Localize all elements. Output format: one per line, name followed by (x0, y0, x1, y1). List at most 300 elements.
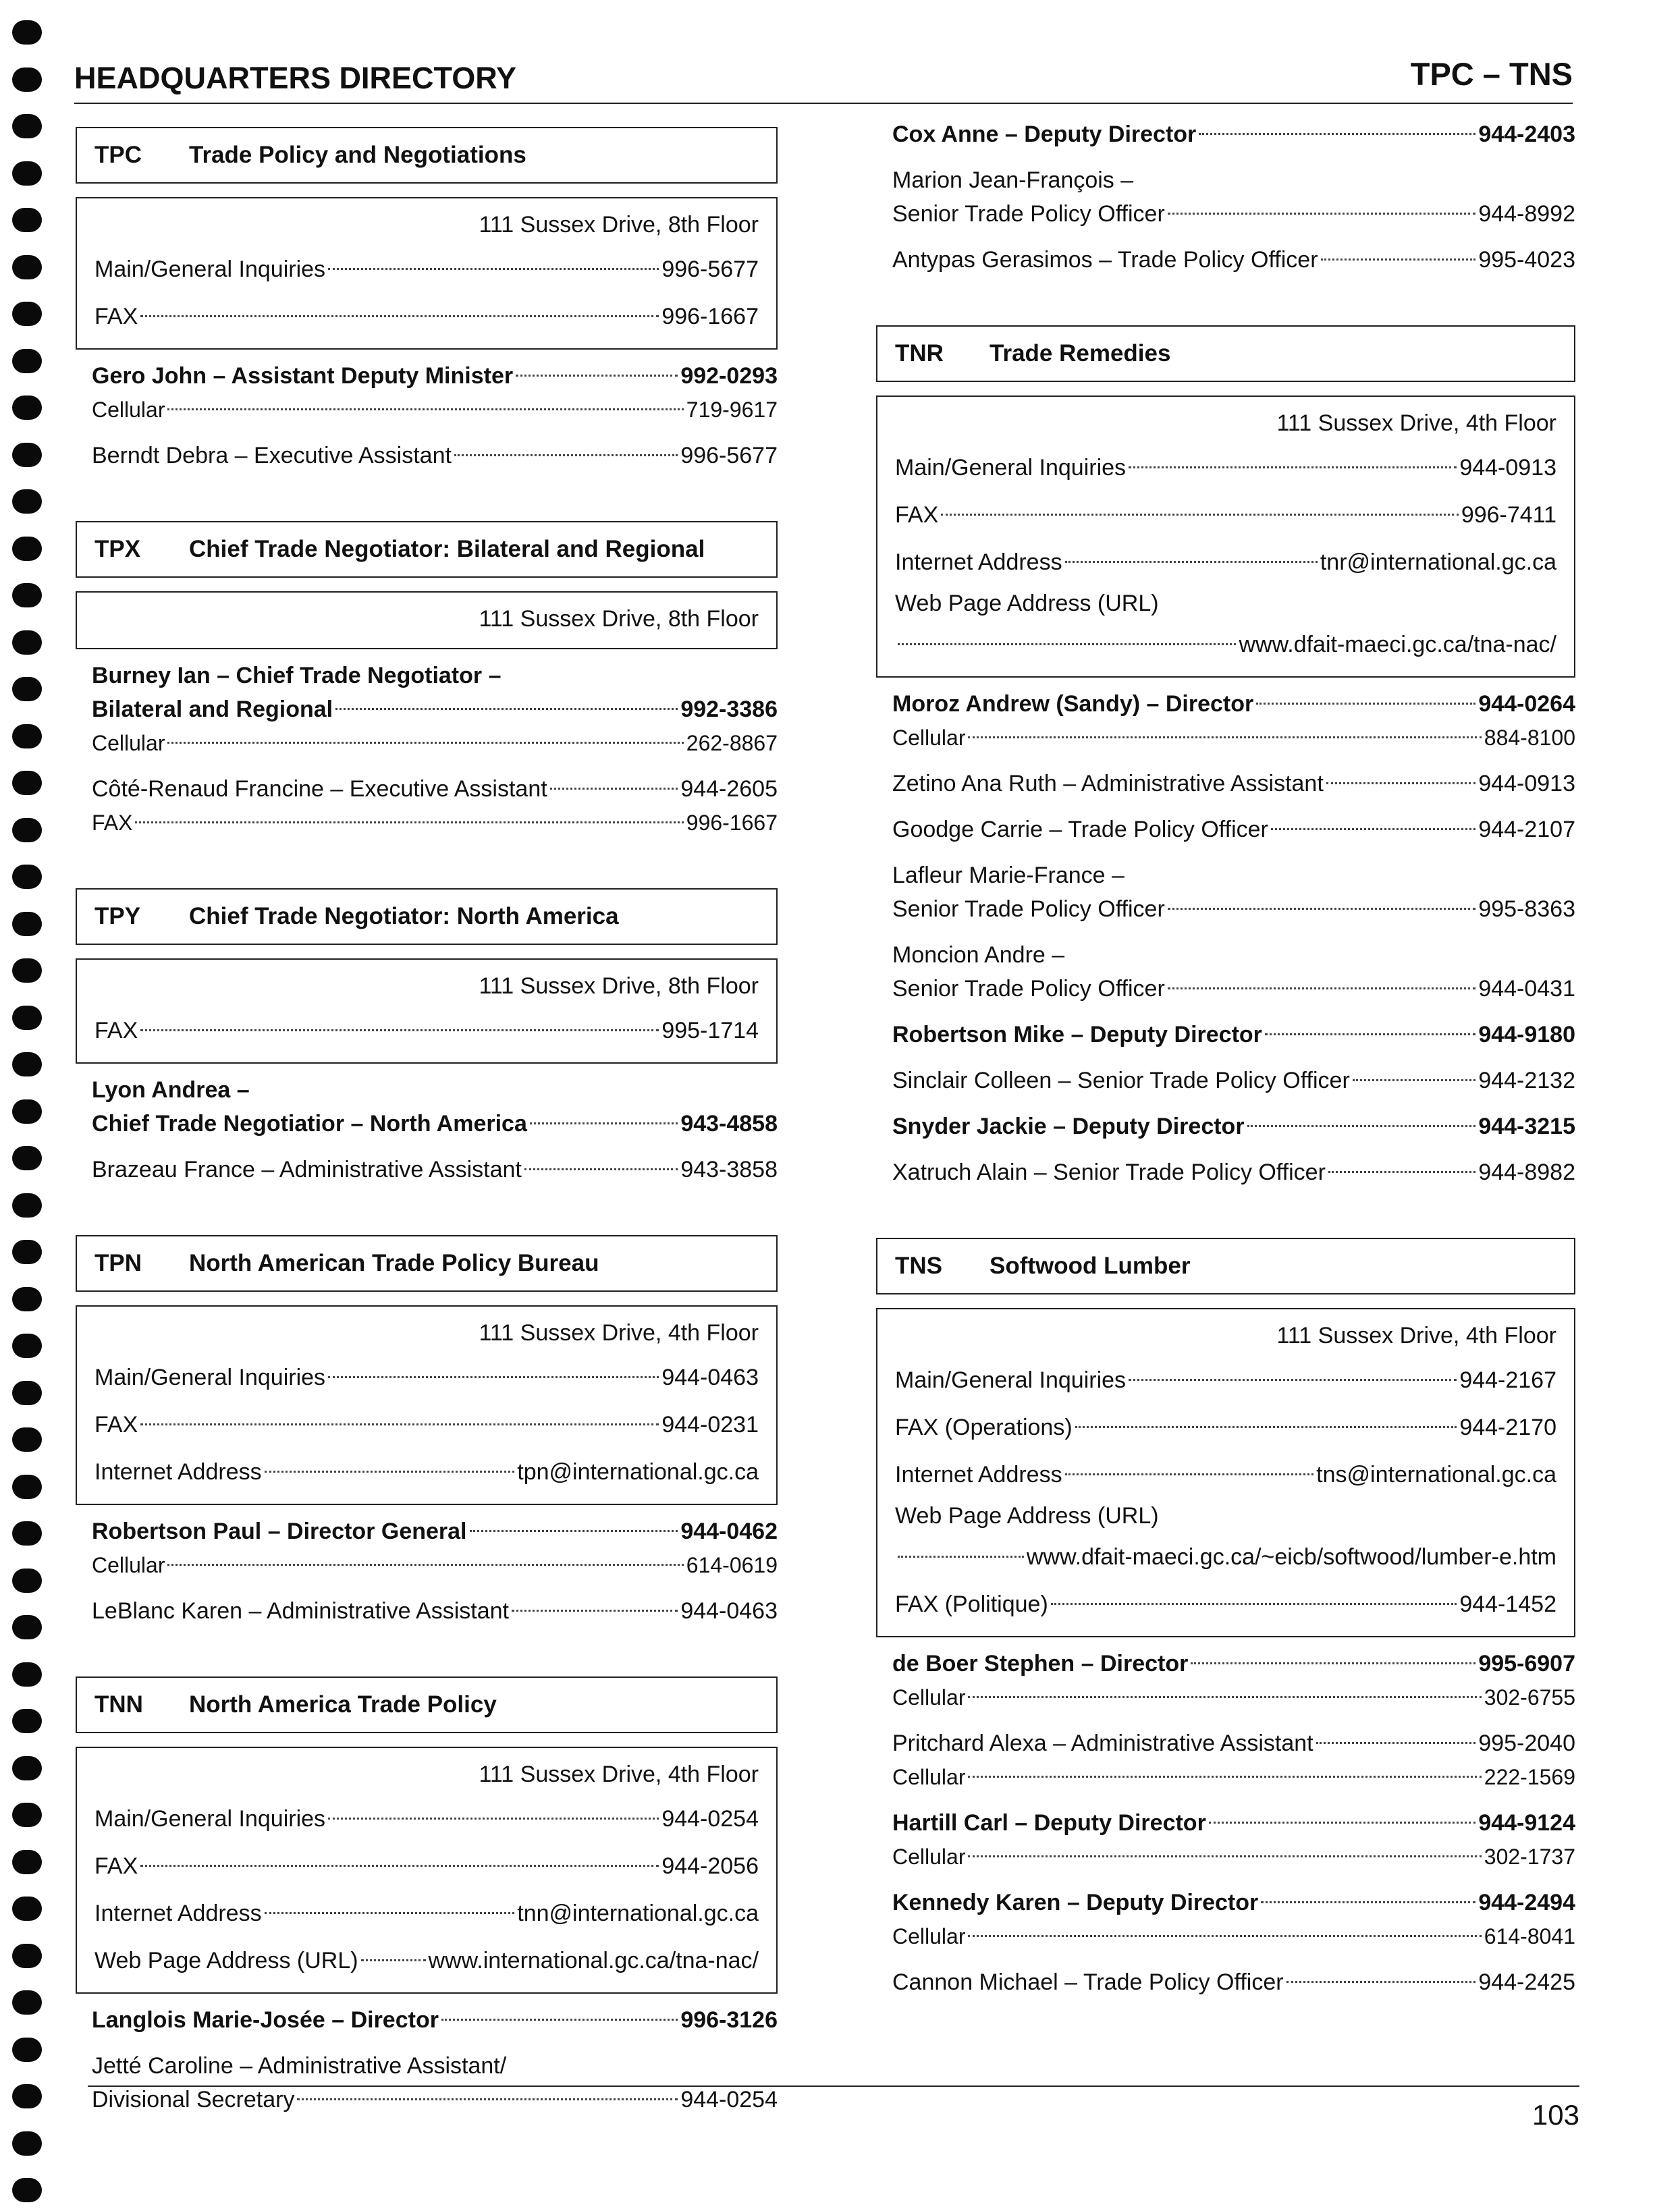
binder-hole (12, 958, 42, 983)
entry-phone-row (92, 2083, 778, 2117)
entry-cell-row-value: 884-8100 (1484, 726, 1575, 750)
info-row-value: tns@international.gc.ca (1316, 1462, 1556, 1488)
section-code: TPN (94, 1250, 142, 1276)
address: 111 Sussex Drive, 4th Floor (479, 1320, 759, 1346)
entry-phone-row-value: 944-2403 (1478, 121, 1575, 147)
entry-phone-row-label: Goodge Carrie – Trade Policy Officer (892, 817, 1268, 842)
entry-phone-row-value: 943-4858 (680, 1111, 778, 1137)
contact-box (876, 396, 1575, 678)
entry-cell-row (92, 726, 778, 760)
section-title: Chief Trade Negotiator: Bilateral and Regional (189, 536, 705, 562)
entry-phone-row (892, 197, 1575, 231)
continued-entries (876, 117, 1575, 277)
entry-cell-row-value: 996-1667 (686, 811, 778, 835)
info-row-value: 944-1452 (1459, 1591, 1556, 1617)
dot-leader (1065, 561, 1318, 563)
entry-cell-row-value: 614-0619 (686, 1553, 778, 1577)
directory-entry (892, 163, 1575, 231)
info-row-value: 944-0463 (661, 1365, 759, 1390)
directory-entry (892, 1110, 1575, 1143)
info-row (895, 491, 1556, 539)
entry-cell-row (892, 1840, 1575, 1874)
info-row (94, 1354, 759, 1401)
entry-phone-row-value: 995-8363 (1478, 896, 1575, 922)
section-code: TPY (94, 903, 141, 929)
dot-leader (265, 1912, 515, 1914)
directory-entry (92, 2003, 778, 2037)
directory-entry (892, 1965, 1575, 1999)
section-title: Softwood Lumber (990, 1253, 1191, 1279)
address: 111 Sussex Drive, 8th Floor (479, 606, 759, 632)
entry-phone-row-value: 944-0913 (1478, 771, 1575, 796)
dot-leader (968, 736, 1481, 738)
entry-cell-row-label: Cellular (92, 398, 165, 422)
entry-phone-row-value: 944-2425 (1478, 1969, 1575, 1995)
binder-hole (12, 489, 42, 514)
address: 111 Sussex Drive, 4th Floor (1276, 410, 1556, 436)
entry-phone-row-value: 944-0462 (680, 1519, 778, 1544)
info-row-label: FAX (Politique) (895, 1591, 1048, 1617)
directory-entry (892, 117, 1575, 151)
info-row-label: FAX (94, 304, 138, 329)
binder-hole (12, 1709, 42, 1733)
address: 111 Sussex Drive, 4th Floor (1276, 1323, 1556, 1348)
dot-leader (1321, 258, 1476, 261)
info-row-value: 944-0231 (661, 1412, 759, 1438)
entry-cell-row-value: 302-6755 (1484, 1685, 1575, 1710)
binder-hole (12, 114, 42, 138)
binder-hole (12, 1240, 42, 1264)
entry-phone-row-value: 995-4023 (1478, 247, 1575, 273)
dot-leader (1256, 703, 1475, 705)
entry-phone-row (892, 1155, 1575, 1189)
entry-name-line: Lafleur Marie-France – (892, 863, 1124, 888)
info-row-label: Main/General Inquiries (895, 1367, 1127, 1393)
right-column (876, 121, 1575, 2048)
dot-leader (524, 1168, 678, 1170)
staff-list (76, 359, 778, 472)
entry-phone-row-value: 995-2040 (1478, 1730, 1575, 1756)
dot-leader (550, 788, 678, 790)
directory-entry (892, 813, 1575, 846)
binder-hole (12, 1427, 42, 1452)
binder-hole (12, 2178, 42, 2202)
dot-leader (1075, 1426, 1457, 1428)
binder-hole (12, 771, 42, 795)
binder-hole (12, 20, 42, 45)
web-value: www.dfait-maeci.gc.ca/~eicb/softwood/lumber-e.htm (1026, 1544, 1556, 1570)
directory-entry (92, 1153, 778, 1187)
dot-leader (968, 1855, 1481, 1857)
directory-entry (892, 858, 1575, 926)
section-code: TPX (94, 536, 141, 562)
staff-list (876, 1647, 1575, 1999)
entry-phone-row (92, 1107, 778, 1141)
entry-name-line: Marion Jean-François – (892, 167, 1134, 193)
dot-leader (968, 1776, 1481, 1778)
entry-cell-row (92, 806, 778, 840)
binder-hole (12, 1897, 42, 1921)
entry-phone-row (892, 243, 1575, 277)
binder-holes (12, 20, 43, 2200)
binder-hole (12, 1052, 42, 1076)
binder-hole (12, 255, 42, 279)
dot-leader (1129, 466, 1457, 468)
binder-hole (12, 2131, 42, 2156)
info-row (94, 1890, 759, 1937)
info-row-value: 996-1667 (661, 304, 759, 329)
info-row-label: FAX (Operations) (895, 1415, 1073, 1440)
binder-hole (12, 1146, 42, 1170)
entry-cell-row-label: Cellular (892, 1765, 966, 1789)
staff-list (76, 659, 778, 840)
binder-hole (12, 912, 42, 936)
entry-phone-row-value: 944-9124 (1478, 1810, 1575, 1836)
info-row (94, 1843, 759, 1890)
entry-phone-row-label: Brazeau France – Administrative Assistant (92, 1157, 522, 1182)
dot-leader (135, 821, 683, 823)
dot-leader (1209, 1822, 1476, 1824)
info-row-label: Internet Address (895, 1462, 1062, 1488)
dot-leader (1129, 1379, 1457, 1381)
info-row-value: www.international.gc.ca/tna-nac/ (428, 1948, 759, 1973)
entry-phone-row-value: 944-0254 (680, 2087, 778, 2112)
info-row-label: FAX (94, 1412, 138, 1438)
entry-phone-row-value: 944-3215 (1478, 1114, 1575, 1139)
binder-hole (12, 1615, 42, 1639)
dot-leader (167, 1564, 683, 1566)
entry-phone-row-value: 944-2107 (1478, 817, 1575, 842)
web-address (895, 1498, 1556, 1581)
entry-phone-row-label: Pritchard Alexa – Administrative Assistant (892, 1730, 1313, 1756)
entry-cell-row-value: 614-8041 (1484, 1924, 1575, 1948)
entry-phone-row (892, 1726, 1575, 1760)
web-value-row (895, 1533, 1556, 1581)
entry-phone-row-label: Sinclair Colleen – Senior Trade Policy Officer (892, 1068, 1350, 1093)
binder-hole (12, 396, 42, 420)
entry-phone-row-label: Hartill Carl – Deputy Director (892, 1810, 1206, 1836)
section-header (876, 1238, 1575, 1294)
dot-leader (968, 1935, 1481, 1937)
dot-leader (167, 408, 683, 410)
code-range: TPC – TNS (1410, 56, 1573, 92)
info-row-value: 944-0254 (661, 1806, 759, 1832)
entry-phone-row (892, 1110, 1575, 1143)
entry-cell-row-label: Cellular (892, 1924, 966, 1948)
entry-phone-row-value: 943-3858 (680, 1157, 778, 1182)
dot-leader (1168, 987, 1476, 989)
dot-leader (1353, 1079, 1476, 1081)
binder-hole (12, 1006, 42, 1030)
entry-cell-row-label: Cellular (892, 726, 966, 750)
entry-phone-row-label: Cannon Michael – Trade Policy Officer (892, 1969, 1284, 1995)
binder-hole (12, 537, 42, 561)
entry-phone-row (92, 692, 778, 726)
binder-hole (12, 161, 42, 186)
web-label: Web Page Address (URL) (895, 1503, 1159, 1529)
page-header (74, 55, 1573, 104)
binder-hole (12, 1990, 42, 2015)
entry-phone-row-label: Chief Trade Negotiatior – North America (92, 1111, 527, 1137)
dot-leader (941, 514, 1459, 516)
section-tpc (76, 127, 778, 472)
info-row (895, 1357, 1556, 1404)
binder-hole (12, 1521, 42, 1546)
web-value: www.dfait-maeci.gc.ca/tna-nac/ (1239, 632, 1556, 657)
entry-phone-row-value: 995-6907 (1478, 1651, 1575, 1676)
dot-leader (1328, 1171, 1475, 1173)
dot-leader (441, 2019, 678, 2021)
binder-hole (12, 1803, 42, 1827)
info-row-label: Internet Address (895, 549, 1062, 575)
directory-entry (892, 1726, 1575, 1794)
dot-leader (1065, 1473, 1314, 1475)
address: 111 Sussex Drive, 4th Floor (479, 1762, 759, 1787)
entry-phone-row-label: Kennedy Karen – Deputy Director (892, 1890, 1259, 1915)
binder-hole (12, 1287, 42, 1311)
info-row-label: Main/General Inquiries (94, 256, 326, 282)
entry-phone-row (92, 1153, 778, 1187)
directory-entry (892, 243, 1575, 277)
entry-phone-row (92, 772, 778, 806)
info-row-value: 944-2167 (1459, 1367, 1556, 1393)
dot-leader (265, 1471, 515, 1473)
section-tpn (76, 1235, 778, 1628)
info-row (94, 293, 759, 340)
dot-leader (140, 1423, 659, 1425)
info-row (895, 539, 1556, 586)
dot-leader (140, 1865, 659, 1867)
entry-phone-row-label: Zetino Ana Ruth – Administrative Assistant (892, 771, 1324, 796)
info-row-value: 944-0913 (1459, 455, 1556, 481)
section-tpy (76, 888, 778, 1187)
directory-entry (892, 1155, 1575, 1189)
section-title: Trade Remedies (990, 340, 1171, 366)
dot-leader (140, 315, 659, 317)
entry-phone-row-value: 944-8992 (1478, 201, 1575, 227)
contact-box (876, 1308, 1575, 1637)
binder-hole (12, 1662, 42, 1687)
entry-name-line: Jetté Caroline – Administrative Assistant/ (92, 2053, 507, 2079)
entry-phone-row (892, 892, 1575, 926)
dot-leader (898, 643, 1236, 645)
directory-entry (92, 659, 778, 760)
entry-phone-row-value: 992-3386 (680, 697, 778, 722)
section-header (76, 521, 778, 578)
info-row-label: Main/General Inquiries (895, 455, 1127, 481)
info-row-value: 944-2170 (1459, 1415, 1556, 1440)
entry-phone-row-label: Gero John – Assistant Deputy Minister (92, 363, 514, 389)
binder-hole (12, 349, 42, 373)
entry-cell-row-label: FAX (92, 811, 133, 835)
entry-phone-row-label: LeBlanc Karen – Administrative Assistant (92, 1598, 509, 1624)
dot-leader (1316, 1742, 1476, 1744)
dot-leader (968, 1696, 1481, 1698)
entry-phone-row (92, 439, 778, 472)
directory-entry (892, 687, 1575, 755)
contact-box (76, 197, 778, 350)
section-code: TNS (895, 1253, 942, 1279)
binder-hole (12, 1334, 42, 1358)
binder-hole (12, 443, 42, 467)
dot-leader (470, 1530, 678, 1532)
directory-entry (92, 1073, 778, 1141)
dot-leader (898, 1556, 1024, 1558)
contact-box (76, 591, 778, 649)
directory-entry (92, 1594, 778, 1628)
section-title: North America Trade Policy (189, 1691, 497, 1718)
dot-leader (516, 375, 678, 377)
dot-leader (1168, 213, 1476, 215)
directory-entry (892, 1018, 1575, 1052)
entry-cell-row-label: Cellular (92, 1553, 165, 1577)
info-row-label: Internet Address (94, 1459, 262, 1485)
info-row-value: tnn@international.gc.ca (517, 1901, 759, 1926)
entry-phone-row-value: 996-5677 (680, 443, 778, 468)
binder-hole (12, 865, 42, 889)
info-row-value: 996-5677 (661, 256, 759, 282)
contact-box (76, 1305, 778, 1505)
dot-leader (530, 1122, 678, 1124)
section-header (76, 127, 778, 184)
entry-phone-row (92, 2003, 778, 2037)
entry-cell-row-label: Cellular (892, 1685, 966, 1710)
entry-phone-row-value: 944-2132 (1478, 1068, 1575, 1093)
entry-phone-row (892, 1806, 1575, 1840)
section-title: North American Trade Policy Bureau (189, 1250, 599, 1276)
dot-leader (1051, 1603, 1457, 1605)
entry-phone-row (892, 1018, 1575, 1052)
binder-hole (12, 1475, 42, 1499)
binder-hole (12, 67, 42, 92)
entry-cell-row-value: 222-1569 (1484, 1765, 1575, 1789)
dot-leader (1265, 1033, 1475, 1035)
binder-hole (12, 677, 42, 701)
dot-leader (1247, 1125, 1476, 1127)
binder-hole (12, 724, 42, 748)
page-number: 103 (1532, 2099, 1579, 2131)
binder-hole (12, 1193, 42, 1218)
info-row (94, 1007, 759, 1054)
info-row-value: tnr@international.gc.ca (1320, 549, 1556, 575)
binder-hole (12, 2084, 42, 2108)
binder-hole (12, 1944, 42, 1968)
info-row-label: FAX (94, 1853, 138, 1879)
entry-cell-row (92, 393, 778, 427)
entry-name-line: Lyon Andrea – (92, 1077, 250, 1103)
info-row (94, 1937, 759, 1984)
entry-phone-row (892, 1647, 1575, 1681)
entry-phone-row-label: Antypas Gerasimos – Trade Policy Officer (892, 247, 1318, 273)
directory-entry (892, 1064, 1575, 1097)
entry-phone-row (892, 767, 1575, 800)
entry-cell-row-value: 302-1737 (1484, 1845, 1575, 1869)
entry-phone-row (892, 813, 1575, 846)
staff-list (76, 1073, 778, 1187)
entry-cell-row-value: 719-9617 (686, 398, 778, 422)
entry-cell-row (892, 1919, 1575, 1953)
dot-leader (335, 708, 678, 710)
staff-list (876, 687, 1575, 1189)
dot-leader (1271, 828, 1475, 830)
dot-leader (512, 1610, 678, 1612)
directory-entry (92, 772, 778, 840)
binder-hole (12, 2038, 42, 2062)
entry-phone-row-value: 944-2494 (1478, 1890, 1575, 1915)
info-row-value: 995-1714 (661, 1018, 759, 1043)
entry-phone-row (92, 359, 778, 393)
entry-phone-row (92, 1594, 778, 1628)
info-row (895, 1404, 1556, 1451)
directory-entry (892, 767, 1575, 800)
dot-leader (1199, 133, 1475, 135)
info-row (895, 1581, 1556, 1628)
info-row-label: Main/General Inquiries (94, 1806, 326, 1832)
info-row (895, 1451, 1556, 1498)
info-row (94, 1795, 759, 1843)
entry-phone-row-value: 996-3126 (680, 2007, 778, 2033)
dot-leader (1326, 782, 1476, 784)
binder-hole (12, 630, 42, 655)
entry-phone-row-label: Côté-Renaud Francine – Executive Assistant (92, 776, 547, 802)
binder-hole (12, 208, 42, 232)
entry-phone-row (892, 1965, 1575, 1999)
entry-phone-row-label: Xatruch Alain – Senior Trade Policy Officer (892, 1160, 1326, 1185)
info-row (895, 444, 1556, 491)
entry-phone-row-label: Divisional Secretary (92, 2087, 295, 2112)
entry-phone-row-value: 992-0293 (680, 363, 778, 389)
info-row-value: tpn@international.gc.ca (517, 1459, 759, 1485)
section-header (76, 888, 778, 945)
binder-hole (12, 1756, 42, 1780)
left-column (76, 127, 778, 2165)
address: 111 Sussex Drive, 8th Floor (479, 212, 759, 238)
contact-box (76, 958, 778, 1064)
entry-phone-row-label: Berndt Debra – Executive Assistant (92, 443, 452, 468)
info-row (94, 1401, 759, 1448)
section-header (76, 1676, 778, 1733)
info-row-value: 996-7411 (1461, 502, 1556, 528)
info-row-label: Main/General Inquiries (94, 1365, 326, 1390)
section-header (876, 325, 1575, 382)
entry-phone-row-label: Robertson Mike – Deputy Director (892, 1022, 1262, 1047)
entry-phone-row (92, 1515, 778, 1548)
dot-leader (328, 1818, 659, 1820)
entry-phone-row-label: Moroz Andrew (Sandy) – Director (892, 691, 1254, 717)
directory-entry (892, 938, 1575, 1006)
entry-cell-row (892, 1760, 1575, 1794)
binder-hole (12, 818, 42, 842)
section-code: TNN (94, 1691, 143, 1718)
section-header (76, 1235, 778, 1292)
entry-phone-row-value: 944-0264 (1478, 691, 1575, 717)
binder-hole (12, 302, 42, 326)
entry-phone-row-value: 944-2605 (680, 776, 778, 802)
entry-phone-row-value: 944-0463 (680, 1598, 778, 1624)
directory-entry (92, 2049, 778, 2117)
dot-leader (361, 1959, 426, 1961)
entry-phone-row (892, 972, 1575, 1006)
directory-entry (92, 439, 778, 472)
binder-hole (12, 1381, 42, 1405)
directory-entry (92, 359, 778, 427)
entry-cell-row-label: Cellular (92, 731, 165, 755)
binder-hole (12, 583, 42, 607)
section-code: TPC (94, 142, 142, 168)
binder-hole (12, 1850, 42, 1874)
web-label: Web Page Address (URL) (895, 591, 1159, 616)
entry-phone-row-label: Bilateral and Regional (92, 697, 333, 722)
